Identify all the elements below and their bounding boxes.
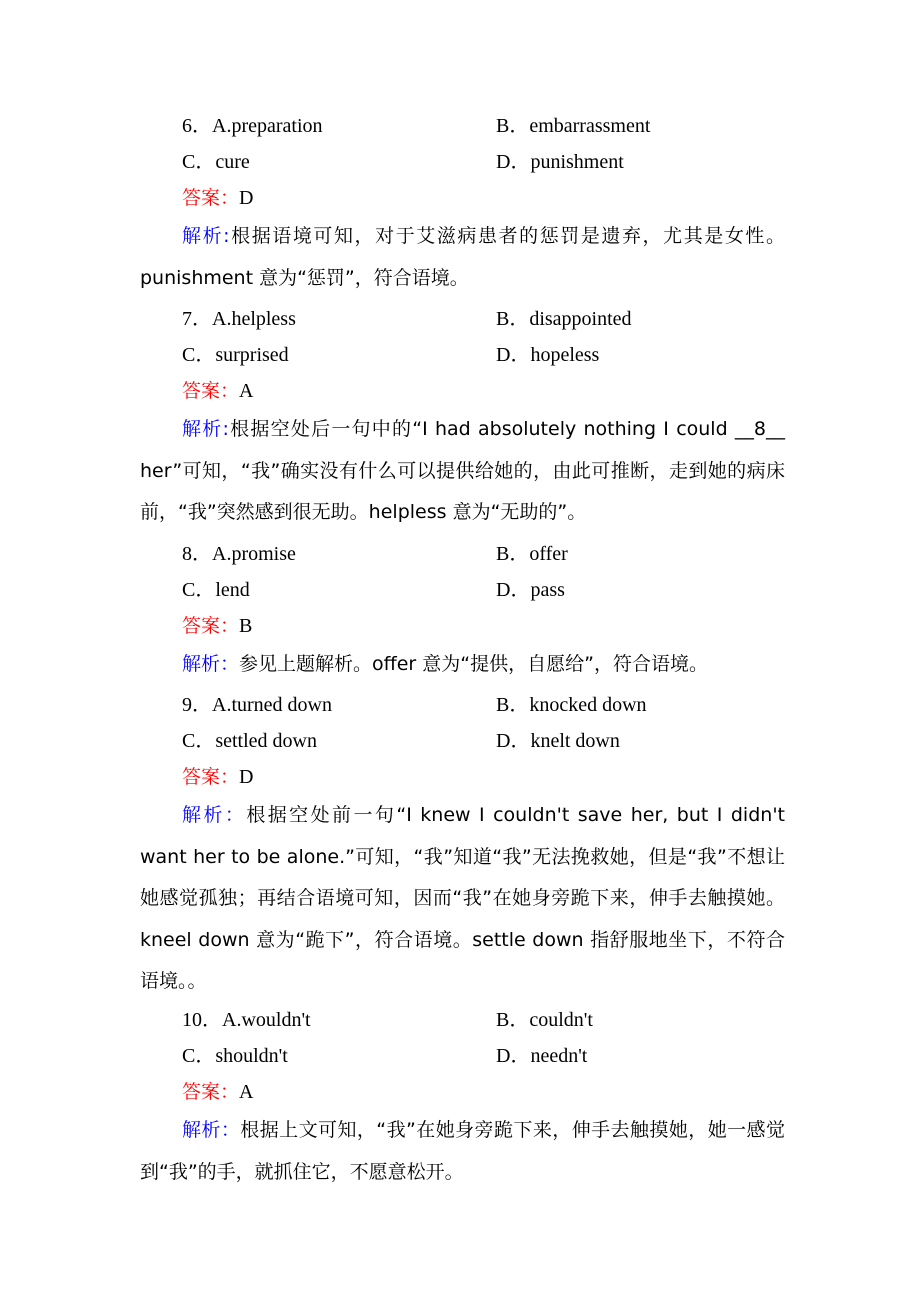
option-a: [182, 687, 332, 723]
question-number: 8．: [182, 543, 212, 565]
explanation: [140, 795, 785, 1003]
question-number: 10．: [182, 1009, 222, 1031]
answer-label: 答案：: [182, 380, 240, 402]
option-b: B．knocked down: [496, 694, 647, 716]
answer-line: [182, 180, 253, 216]
option-d: D．punishment: [496, 151, 624, 173]
explanation-label: 解析：: [182, 1119, 241, 1141]
option-c: C．lend: [182, 579, 250, 601]
answer-label: 答案：: [182, 187, 240, 209]
option-d: D．pass: [496, 579, 565, 601]
answer-value: D: [239, 187, 254, 209]
answer-line: [182, 759, 253, 795]
answer-line: [182, 1074, 253, 1110]
explanation-text: 根据空处后一句中的“I had absolutely nothing I could __8__ her”可知，“我”确实没有什么可以提供给她的，由此可推断，走到她的病床前，“我”突然感到很无助。helpless 意为“无助的”。: [140, 418, 786, 523]
answer-value: B: [239, 615, 253, 637]
option-a: [182, 1002, 311, 1038]
option-b: B．couldn't: [496, 1009, 593, 1031]
option-b: B．embarrassment: [496, 115, 651, 137]
answer-label: 答案：: [182, 766, 240, 788]
question-number: 9．: [182, 694, 212, 716]
option-a: [182, 108, 323, 144]
answer-line: [182, 608, 252, 644]
option-a: [182, 301, 296, 337]
explanation-text: 参见上题解析。offer 意为“提供，自愿给”，符合语境。: [239, 653, 708, 675]
option-c: C．settled down: [182, 730, 317, 752]
option-a-text: A.turned down: [212, 694, 332, 716]
answer-value: A: [239, 1081, 254, 1103]
option-a-text: A.helpless: [212, 308, 296, 330]
explanation-label: 解析:: [182, 418, 229, 440]
option-a-text: A.wouldn't: [222, 1009, 311, 1031]
option-b: B．offer: [496, 543, 568, 565]
answer-value: A: [239, 380, 254, 402]
answer-label: 答案：: [182, 1081, 240, 1103]
answer-value: D: [239, 766, 254, 788]
explanation-label: 解析：: [182, 653, 240, 675]
question-number: 7．: [182, 308, 212, 330]
option-a-text: A.preparation: [212, 115, 323, 137]
explanation-text: 根据上文可知，“我”在她身旁跪下来，伸手去触摸她，她一感觉到“我”的手，就抓住它，不愿意松开。: [140, 1119, 785, 1183]
explanation-label: 解析:: [182, 225, 230, 247]
answer-line: [182, 373, 253, 409]
answer-label: 答案：: [182, 615, 240, 637]
question-number: 6．: [182, 115, 212, 137]
explanation-text: 根据语境可知，对于艾滋病患者的惩罚是遗弃，尤其是女性。punishment 意为“惩罚”，符合语境。: [140, 225, 785, 289]
option-c: C．shouldn't: [182, 1045, 288, 1067]
explanation-text: 根据空处前一句“I knew I couldn't save her, but I didn't want her to be alone.”可知，“我”知道“我”无法挽救她，但是“我”不想让她感觉孤独；再结合语境可知，因而“我”在她身旁跪下来，伸手去触摸她。kneel down 意为“跪下”，符合语境。settle down 指舒服地坐下，不符合语境。。: [140, 804, 785, 992]
option-d: D．needn't: [496, 1045, 588, 1067]
option-c: C．cure: [182, 151, 250, 173]
explanation: [140, 409, 785, 534]
explanation: [140, 1110, 785, 1193]
explanation-label: 解析：: [182, 804, 247, 826]
option-a: [182, 536, 296, 572]
option-d: D．hopeless: [496, 344, 600, 366]
explanation: [140, 216, 785, 299]
option-a-text: A.promise: [212, 543, 296, 565]
explanation: [140, 644, 785, 686]
option-b: B．disappointed: [496, 308, 632, 330]
option-c: C．surprised: [182, 344, 289, 366]
option-d: D．knelt down: [496, 730, 620, 752]
